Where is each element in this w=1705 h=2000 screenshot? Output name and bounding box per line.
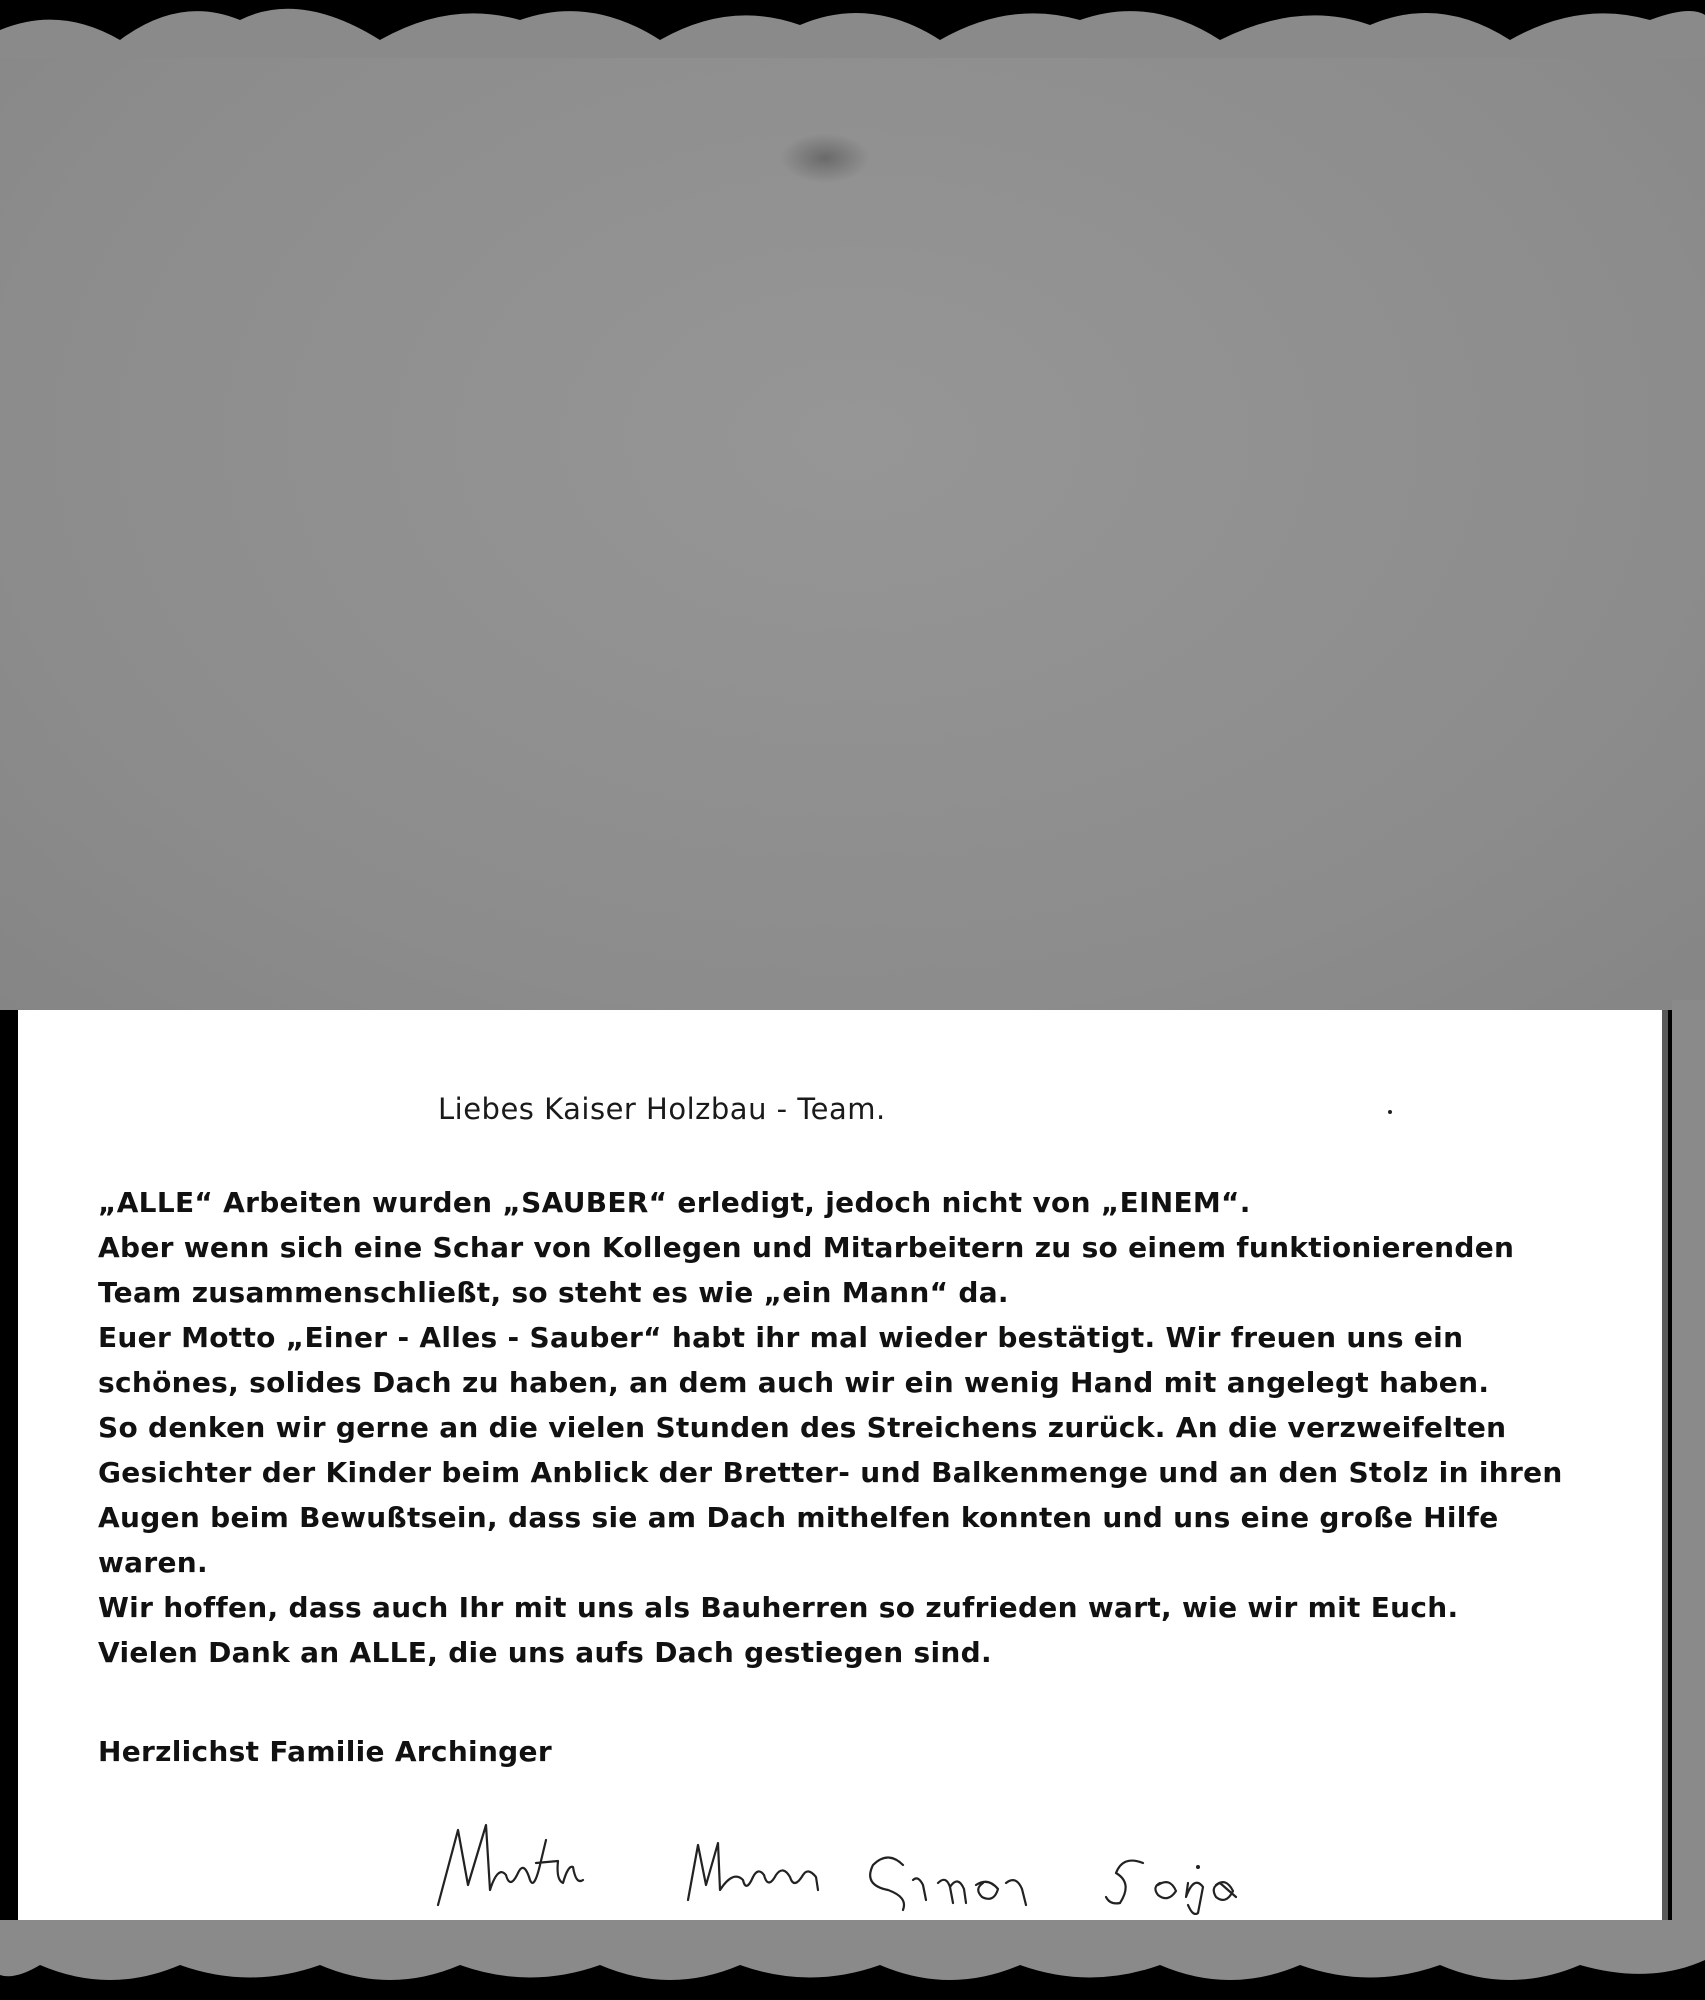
letter-line: Wir hoffen, dass auch Ihr mit uns als Bauherren so zufrieden wart, wie wir mit Euch.: [98, 1591, 1459, 1624]
letter-line: Aber wenn sich eine Schar von Kollegen und Mitarbeitern zu so einem funktionierenden: [98, 1231, 1515, 1264]
letter-line: „ALLE“ Arbeiten wurden „SAUBER“ erledigt, jedoch nicht von „EINEM“.: [98, 1186, 1251, 1219]
letter-line: Team zusammenschließt, so steht es wie „ein Mann“ da.: [98, 1276, 1009, 1309]
letter-line: waren.: [98, 1546, 208, 1579]
card-front-fold: [0, 58, 1705, 1010]
letter-line: Vielen Dank an ALLE, die uns aufs Dach gestiegen sind.: [98, 1636, 992, 1669]
letter-insert: [18, 1010, 1668, 1940]
letter-line: Euer Motto „Einer - Alles - Sauber“ habt ihr mal wieder bestätigt. Wir freuen uns ein: [98, 1321, 1464, 1354]
letter-line: So denken wir gerne an die vielen Stunden des Streichens zurück. An die verzweifelten: [98, 1411, 1507, 1444]
letter-line: Augen beim Bewußtsein, dass sie am Dach mithelfen konnten und uns eine große Hilfe: [98, 1501, 1499, 1534]
letter-greeting: Liebes Kaiser Holzbau - Team.: [438, 1092, 886, 1126]
smudge-mark: [780, 133, 870, 183]
handwritten-signatures: [398, 1805, 1398, 1915]
ink-speck: [1388, 1110, 1392, 1114]
letter-body: [98, 1180, 1658, 1675]
card-right-edge: [1672, 1000, 1705, 1940]
letter-line: Gesichter der Kinder beim Anblick der Bretter- und Balkenmenge und an den Stolz in ihren: [98, 1456, 1563, 1489]
letter-closing: Herzlichst Familie Archinger: [98, 1735, 552, 1768]
scalloped-edge-bottom: [0, 1935, 1705, 2000]
letter-line: schönes, solides Dach zu haben, an dem auch wir ein wenig Hand mit angelegt haben.: [98, 1366, 1490, 1399]
